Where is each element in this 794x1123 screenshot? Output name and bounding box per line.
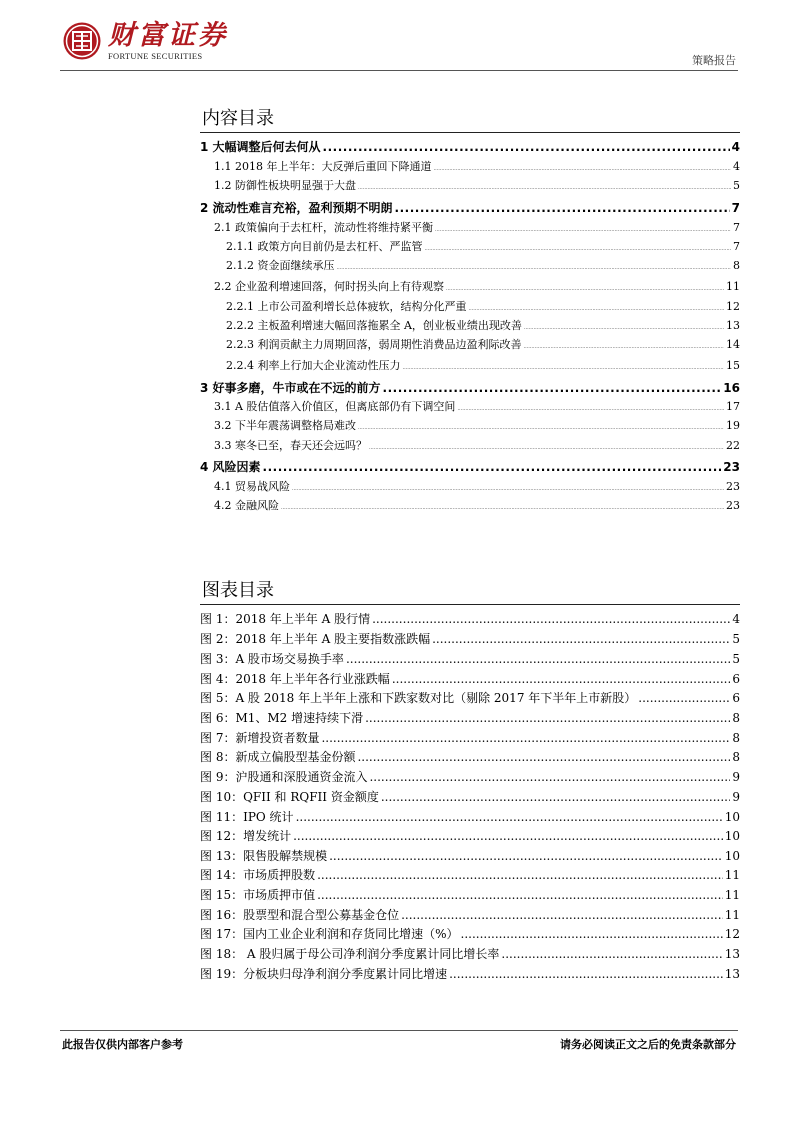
figures-title: 图表目录 xyxy=(202,580,274,601)
toc-entry[interactable]: 4.1 贸易战风险 ..... 23 xyxy=(200,478,740,497)
logo-chinese-name: 财富证券 xyxy=(108,20,228,51)
figure-entry[interactable]: 图 2：2018 年上半年 A 股主要指数涨跌幅 ..... 5 xyxy=(200,630,740,650)
toc-title: 内容目录 xyxy=(202,108,274,129)
figures-title-rule xyxy=(200,604,740,605)
figure-entry[interactable]: 图 15：市场质押市值 ..... 11 xyxy=(200,886,740,906)
toc-entry[interactable]: 2.2 企业盈利增速回落，何时拐头向上有待观察 ..... 11 xyxy=(200,278,740,297)
header-divider xyxy=(60,70,738,71)
toc-entry[interactable]: 1 大幅调整后何去何从 ..... 4 xyxy=(200,138,740,157)
figure-entry[interactable]: 图 13：限售股解禁规模 ..... 10 xyxy=(200,847,740,867)
toc-entry[interactable]: 2.1.2 资金面继续承压 ..... 8 xyxy=(200,257,740,276)
figure-entry[interactable]: 图 14：市场质押股数 ..... 11 xyxy=(200,866,740,886)
toc-entry[interactable]: 3.2 下半年震荡调整格局难改 ..... 19 xyxy=(200,417,740,436)
figure-entry[interactable]: 图 10：QFII 和 RQFII 资金额度 ..... 9 xyxy=(200,788,740,808)
figure-entry[interactable]: 图 9：沪股通和深股通资金流入 ..... 9 xyxy=(200,768,740,788)
toc-entry[interactable]: 2.2.3 利润贡献主力周期回落，弱周期性消费品边盈利际改善 ..... 14 xyxy=(200,336,740,355)
toc-entry[interactable]: 2.2.2 主板盈利增速大幅回落拖累全 A，创业板业绩出现改善 ..... 13 xyxy=(200,317,740,336)
footer-disclaimer-right: 请务必阅读正文之后的免责条款部分 xyxy=(560,1038,736,1051)
toc-entry[interactable]: 3 好事多磨，牛市或在不远的前方 ..... 16 xyxy=(200,379,740,398)
company-logo xyxy=(62,18,228,64)
figure-entry[interactable]: 图 19：分板块归母净利润分季度累计同比增速 ..... 13 xyxy=(200,965,740,985)
figure-entry[interactable]: 图 17：国内工业企业利润和存货同比增速（%） ..... 12 xyxy=(200,925,740,945)
toc-entry[interactable]: 3.1 A 股估值落入价值区，但离底部仍有下调空间 ..... 17 xyxy=(200,398,740,417)
figure-entry[interactable]: 图 16：股票型和混合型公募基金仓位 ..... 11 xyxy=(200,906,740,926)
figure-entry[interactable]: 图 1：2018 年上半年 A 股行情 ..... 4 xyxy=(200,610,740,630)
toc-entry[interactable]: 2.2.4 利率上行加大企业流动性压力 ..... 15 xyxy=(200,357,740,376)
report-type-label: 策略报告 xyxy=(692,54,736,67)
toc-entry[interactable]: 2.1.1 政策方向目前仍是去杠杆、严监管 ..... 7 xyxy=(200,238,740,257)
toc-entry[interactable]: 4.2 金融风险 ..... 23 xyxy=(200,497,740,516)
figure-entry[interactable]: 图 6：M1、M2 增速持续下滑 ..... 8 xyxy=(200,709,740,729)
logo-seal-icon xyxy=(62,21,102,61)
figure-entry[interactable]: 图 12：增发统计 ..... 10 xyxy=(200,827,740,847)
figure-entry[interactable]: 图 18： A 股归属于母公司净利润分季度累计同比增长率 ..... 13 xyxy=(200,945,740,965)
toc-entry[interactable]: 1.2 防御性板块明显强于大盘 ..... 5 xyxy=(200,177,740,196)
toc-entry[interactable]: 2 流动性难言充裕，盈利预期不明朗 ..... 7 xyxy=(200,199,740,218)
footer-divider xyxy=(60,1030,738,1031)
figure-entry[interactable]: 图 4：2018 年上半年各行业涨跌幅 ..... 6 xyxy=(200,670,740,690)
toc-entry[interactable]: 2.2.1 上市公司盈利增长总体疲软，结构分化严重 ..... 12 xyxy=(200,298,740,317)
toc-title-rule xyxy=(200,132,740,133)
footer-disclaimer-left: 此报告仅供内部客户参考 xyxy=(62,1038,183,1051)
toc-entry[interactable]: 3.3 寒冬已至，春天还会远吗？ ..... 22 xyxy=(200,437,740,456)
logo-english-name: FORTUNE SECURITIES xyxy=(108,51,203,61)
toc-entry[interactable]: 1.1 2018 年上半年：大反弹后重回下降通道 ..... 4 xyxy=(200,158,740,177)
toc-entry[interactable]: 2.1 政策偏向于去杠杆，流动性将维持紧平衡 ..... 7 xyxy=(200,219,740,238)
toc-entry[interactable]: 4 风险因素 ..... 23 xyxy=(200,458,740,477)
figure-entry[interactable]: 图 7：新增投资者数量 ..... 8 xyxy=(200,729,740,749)
figure-entry[interactable]: 图 3：A 股市场交易换手率 ..... 5 xyxy=(200,650,740,670)
figure-entry[interactable]: 图 8：新成立偏股型基金份额 ..... 8 xyxy=(200,748,740,768)
figure-entry[interactable]: 图 5：A 股 2018 年上半年上涨和下跌家数对比（剔除 2017 年下半年上市新股） ..... 6 xyxy=(200,689,740,709)
figure-entry[interactable]: 图 11：IPO 统计 ..... 10 xyxy=(200,808,740,828)
